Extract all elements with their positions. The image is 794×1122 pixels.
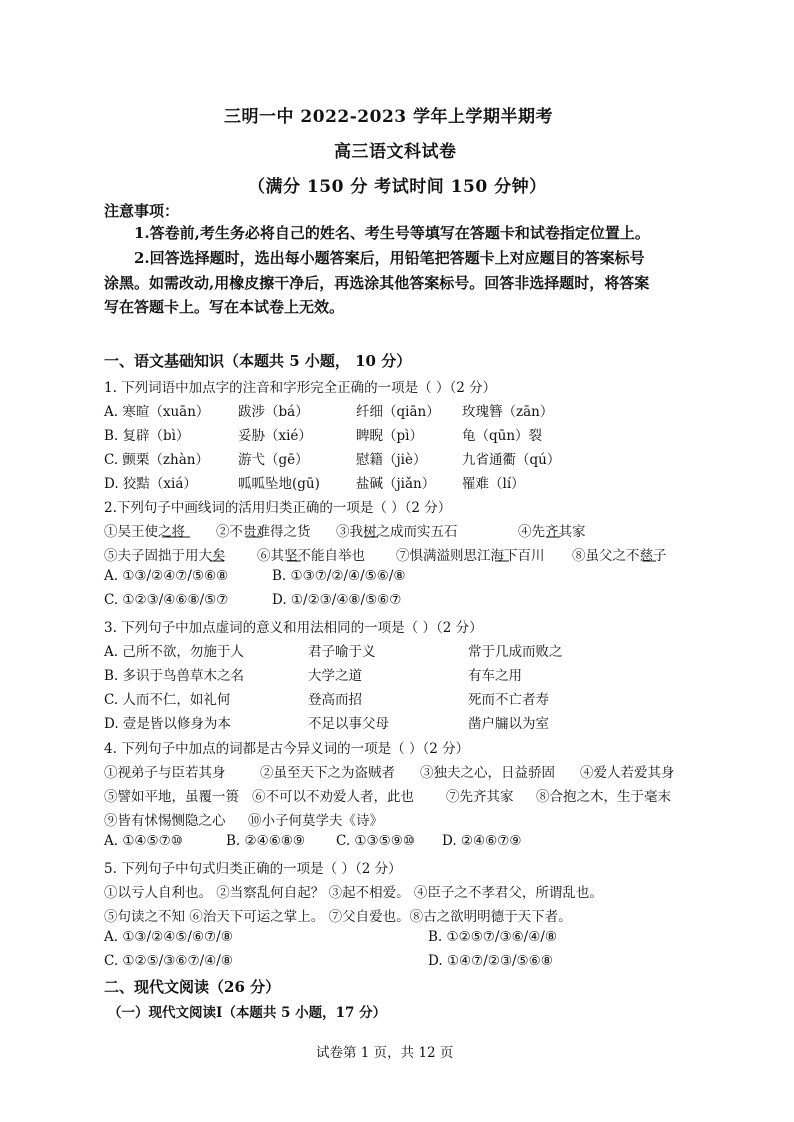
page-footer: 试卷第 1 页，共 12 页 <box>316 1045 454 1061</box>
q3-option-a-3: 常于几成而败之 <box>468 644 563 660</box>
q4-option-c: C. ①③⑤⑨⑩ <box>336 833 415 849</box>
question-stem: 3. 下列句子中加点虚词的意义和用法相同的一项是（ ）（2 分） <box>104 620 483 636</box>
q5-option-c: C. ①②⑤/③⑥⑦/④/⑧ <box>104 953 233 969</box>
q3-option-c-3: 死而不亡者寿 <box>468 692 549 708</box>
q1-option-c-4: 九省通衢（qú） <box>462 452 561 468</box>
q3-option-b-3: 有车之用 <box>468 668 522 684</box>
q3-option-d-3: 凿户牖以为室 <box>468 716 549 732</box>
q1-option-d-1: D. 狡黠（xiá） <box>104 476 197 492</box>
q2-item-4: ④先齐其家 <box>518 524 586 540</box>
q5-option-a: A. ①③/②④⑤/⑥⑦/⑧ <box>104 929 233 945</box>
q1-option-d-3: 盐碱（jiǎn） <box>356 476 436 492</box>
q4-option-a: A. ①④⑤⑦⑩ <box>104 833 183 849</box>
notes-item-2-line-3: 写在答题卡上。写在本试卷上无效。 <box>104 298 345 316</box>
q5-items-line-2: ⑤句读之不知 ⑥治天下可运之掌上。 ⑦父自爱也。⑧古之欲明明德于天下者。 <box>104 909 572 925</box>
notes-item-1: 1.答卷前,考生务必将自己的姓名、考生号等填写在答题卡和试卷指定位置上。 <box>134 224 650 242</box>
q4-item-6: ⑥不可以不劝爱人者，此也 <box>252 789 414 805</box>
q1-option-d-2: 呱呱坠地(gū) <box>238 476 320 492</box>
q2-item-5: ⑤夫子固拙于用大矣 <box>104 548 226 564</box>
q1-option-a-1: A. 寒暄（xuān） <box>104 404 210 420</box>
q4-item-8: ⑧合抱之木，生于毫末 <box>536 789 671 805</box>
q3-option-a-1: A. 己所不欲，勿施于人 <box>104 644 244 660</box>
q3-option-c-1: C. 人而不仁，如礼何 <box>104 692 231 708</box>
exam-title: 三明一中 2022-2023 学年上学期半期考 <box>224 107 554 127</box>
exam-subtitle: 高三语文科试卷 <box>334 142 457 162</box>
q2-item-1: ①吴王使之将 <box>104 524 185 540</box>
q5-items-line-1: ①以亏人自利也。 ②当察乱何自起？ ③起不相爱。 ④臣子之不孝君父，所谓乱也。 <box>104 885 603 901</box>
q4-item-9: ⑨皆有怵惕恻隐之心 <box>104 813 226 829</box>
q1-option-a-4: 玫瑰簪（zān） <box>462 404 554 420</box>
q4-option-d: D. ②④⑥⑦⑨ <box>442 833 522 849</box>
q3-option-b-1: B. 多识于鸟兽草木之名 <box>104 668 245 684</box>
question-stem: 1. 下列词语中加点字的注音和字形完全正确的一项是（ ）（2 分） <box>104 380 497 396</box>
notes-label: 注意事项： <box>104 202 180 220</box>
question-stem: 4. 下列句子中加点的词都是古今异义词的一项是（ ）（2 分） <box>104 741 470 757</box>
q4-item-5: ⑤譬如平地，虽覆一篑 <box>104 789 239 805</box>
q2-option-d: D. ①/②③/④⑧/⑤⑥⑦ <box>272 592 402 608</box>
q3-option-c-2: 登高而招 <box>308 692 362 708</box>
q1-option-b-1: B. 复辟（bì） <box>104 428 190 444</box>
q4-item-2: ②虽至天下之为盗贼者 <box>260 765 395 781</box>
q1-option-a-3: 纤细（qiān） <box>356 404 440 420</box>
q1-option-d-4: 罹难（lí） <box>462 476 525 492</box>
q4-item-3: ③独夫之心，日益骄固 <box>420 765 555 781</box>
q3-option-a-2: 君子喻于义 <box>308 644 376 660</box>
q1-option-c-1: C. 颤栗（zhàn） <box>104 452 209 468</box>
q2-option-a: A. ①③/②④⑦/⑤⑥⑧ <box>104 568 229 584</box>
q2-item-2: ②不贵难得之货 <box>216 524 311 540</box>
q1-option-b-2: 妥胁（xié） <box>238 428 312 444</box>
q2-item-3: ③我树之成而实五石 <box>336 524 458 540</box>
q3-option-d-1: D. 壹是皆以修身为本 <box>104 716 231 732</box>
q1-option-b-3: 睥睨（pì） <box>356 428 423 444</box>
section-heading: 一、语文基础知识（本题共 5 小题， 10 分） <box>104 352 412 370</box>
question-stem: 2.下列句子中画线词的活用归类正确的一项是（ ）（2 分） <box>104 500 452 516</box>
q1-option-c-2: 游弋（gē） <box>238 452 309 468</box>
notes-item-2-line-2: 涂黑。如需改动,用橡皮擦干净后，再选涂其他答案标号。回答非选择题时，将答案 <box>104 274 650 292</box>
q4-option-b: B. ②④⑥⑧⑨ <box>226 833 306 849</box>
q4-item-10: ⑩小子何莫学夫《诗》 <box>248 813 383 829</box>
q4-item-4: ④爱人若爱其身 <box>580 765 675 781</box>
subsection-heading: （一）现代文阅读Ⅰ（本题共 5 小题，17 分） <box>108 1005 387 1021</box>
q1-option-b-4: 龟（qūn）裂 <box>462 428 543 444</box>
q2-item-8: ⑧虽父之不慈子 <box>572 548 667 564</box>
q3-option-d-2: 不足以事父母 <box>308 716 389 732</box>
q5-option-b: B. ①②⑤⑦/③⑥/④/⑧ <box>428 929 557 945</box>
q2-option-b: B. ①③⑦/②/④/⑤⑥/⑧ <box>272 568 406 584</box>
q1-option-a-2: 跋涉（bá） <box>238 404 309 420</box>
q4-item-7: ⑦先齐其家 <box>446 789 514 805</box>
q1-option-c-3: 慰籍（jiè） <box>356 452 427 468</box>
question-stem: 5. 下列句子中句式归类正确的一项是（ ）（2 分） <box>104 861 402 877</box>
notes-item-2-line-1: 2.回答选择题时，选出每小题答案后，用铅笔把答题卡上对应题目的答案标号 <box>134 249 645 267</box>
q2-item-7: ⑦惧满溢则思江海下百川 <box>396 548 545 564</box>
q2-option-c: C. ①②③/④⑥⑧/⑤⑦ <box>104 592 229 608</box>
exam-score-time: （满分 150 分 考试时间 150 分钟） <box>248 177 547 197</box>
q2-item-6: ⑥其坚不能自举也 <box>257 548 365 564</box>
q4-item-1: ①视弟子与臣若其身 <box>104 765 226 781</box>
section-heading: 二、现代文阅读（26 分） <box>104 978 281 996</box>
q5-option-d: D. ①④⑦/②③/⑤⑥⑧ <box>428 953 553 969</box>
q3-option-b-2: 大学之道 <box>308 668 362 684</box>
